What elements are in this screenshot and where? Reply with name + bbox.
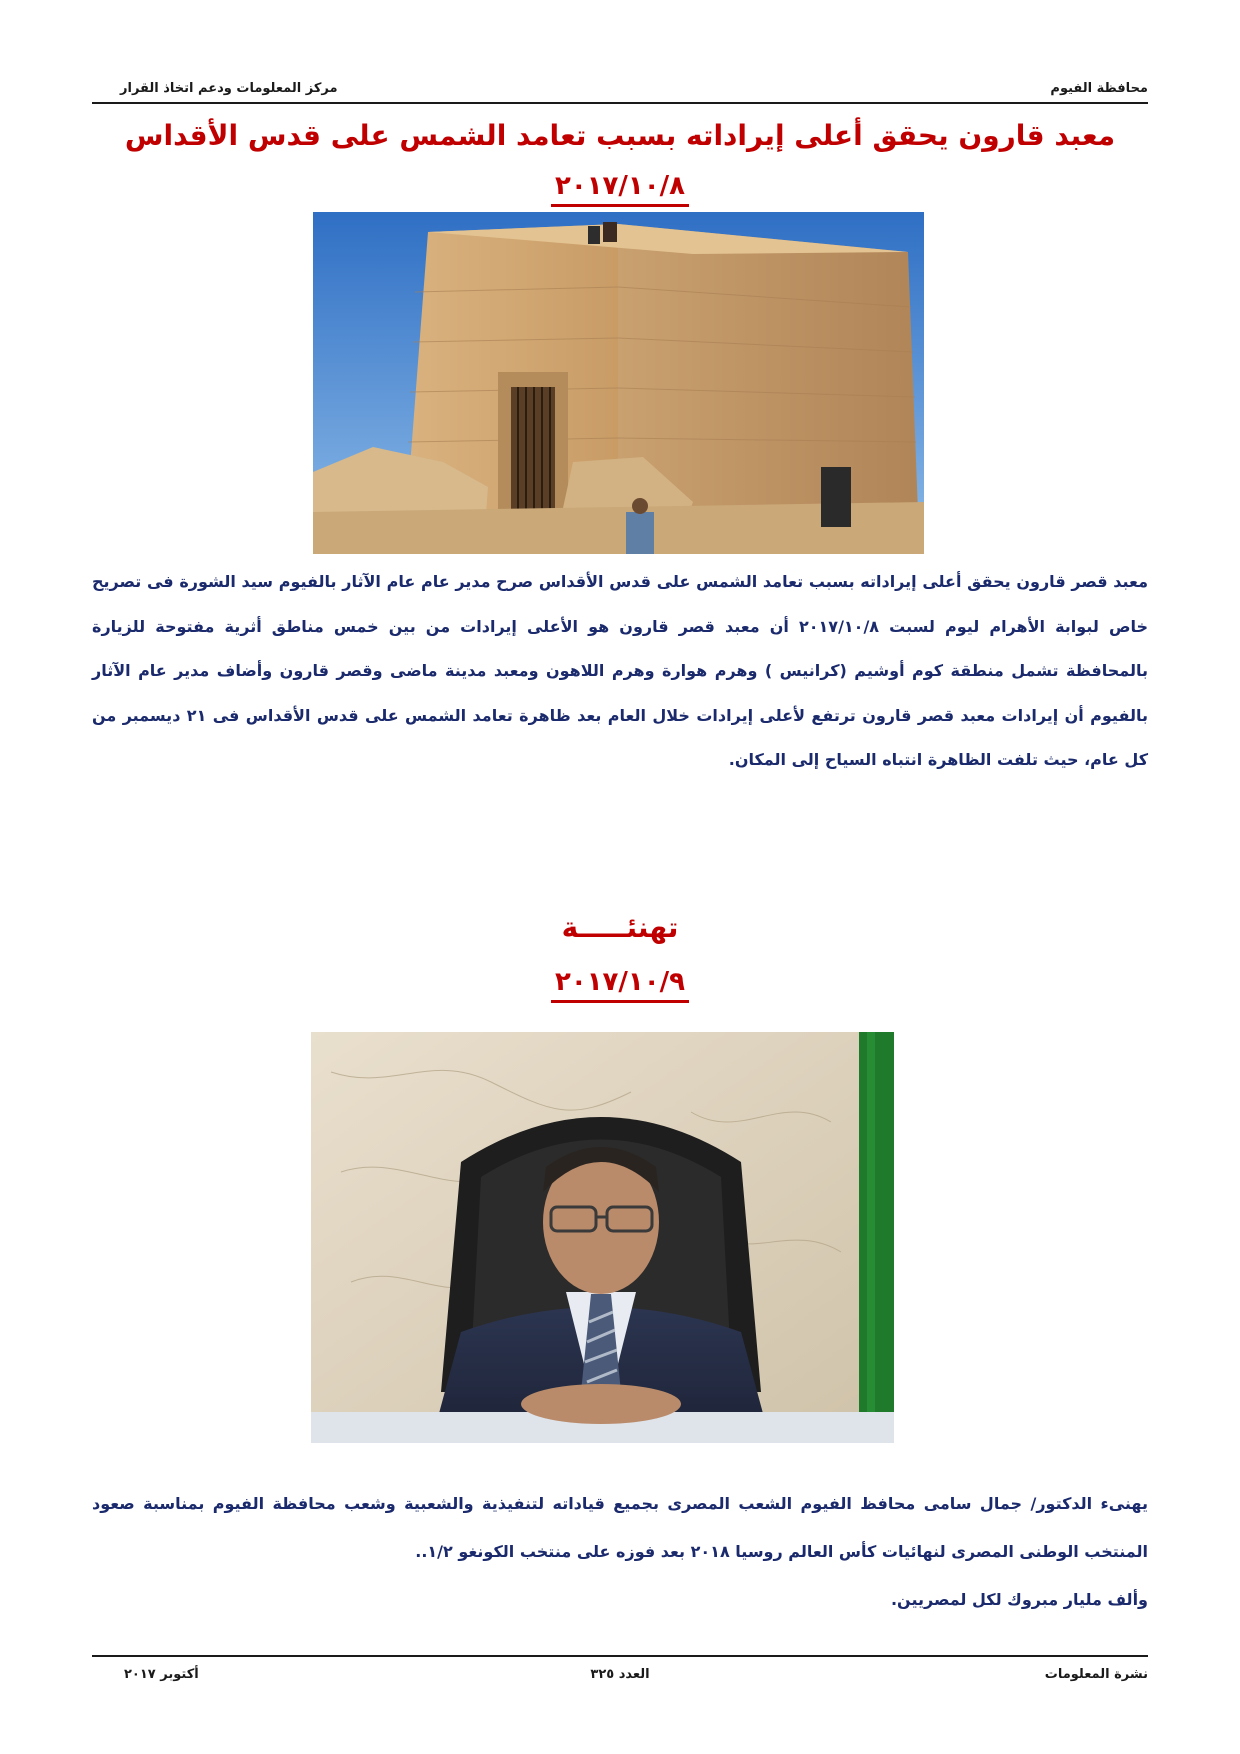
article-1-date [0,170,1240,207]
footer-publication: نشرة المعلومات [1044,1667,1148,1682]
temple-photo-graphic [313,212,924,554]
page-header [92,78,1148,104]
header-governorate: محافظة الفيوم [1050,81,1148,96]
article-1-title: معبد قارون يحقق أعلى إيراداته بسبب تعامد الشمس على قدس الأقداس [124,119,1116,152]
footer-month: أكتوبر ٢٠١٧ [124,1667,199,1682]
page-footer [92,1655,1148,1687]
article-2-closing: وألف مليار مبروك لكل لمصريين. [890,1590,1148,1609]
temple-photo [313,212,924,554]
article-1-body: معبد قصر قارون يحقق أعلى إيراداته بسبب تعامد الشمس على قدس الأقداس صرح مدير عام عام الآثار بالفيوم سيد الشورة فى تصريح خاص لبوابة الأهرام ليوم لسبت ٢٠١٧/١٠/٨ أن معبد قصر قارون هو الأعلى إيرادات من بين خمس مناطق أثرية مفتوحة للزيارة بالمحافظة تشمل منطقة كوم أوشيم (كرانيس ) وهرم هوارة وهرم اللاهون ومعبد مدينة ماضى وقصر قارون وأضاف مدير عام الآثار بالفيوم أن إيرادات معبد قصر قارون ترتفع لأعلى إيرادات خلال العام بعد ظاهرة تعامد الشمس على قدس الأقداس فى ٢١ ديسمبر من كل عام، حيث تلفت الظاهرة انتباه السياح إلى المكان. [92,572,1149,769]
article-2-body: يهنىء الدكتور/ جمال سامى محافظ الفيوم الشعب المصرى بجميع قياداته لتنفيذية والشعبية وشعب محافظة الفيوم بمناسبة صعود المنتخب الوطنى المصرى لنهائيات كأس العالم روسيا ٢٠١٨ بعد فوزه على منتخب الكونغو ١/٢.. [92,1494,1148,1561]
article-2-date-text: ٢٠١٧/١٠/٩ [551,966,689,1003]
article-1-date-text: ٢٠١٧/١٠/٨ [551,170,689,207]
article-2-date [0,966,1240,1003]
footer-issue: العدد ٣٢٥ [590,1667,650,1682]
header-center: مركز المعلومات ودعم اتخاذ القرار [120,81,338,96]
article-2-title: تهنئـــــة [561,911,679,944]
governor-portrait-photo [311,1032,894,1443]
governor-portrait-graphic [311,1032,894,1443]
